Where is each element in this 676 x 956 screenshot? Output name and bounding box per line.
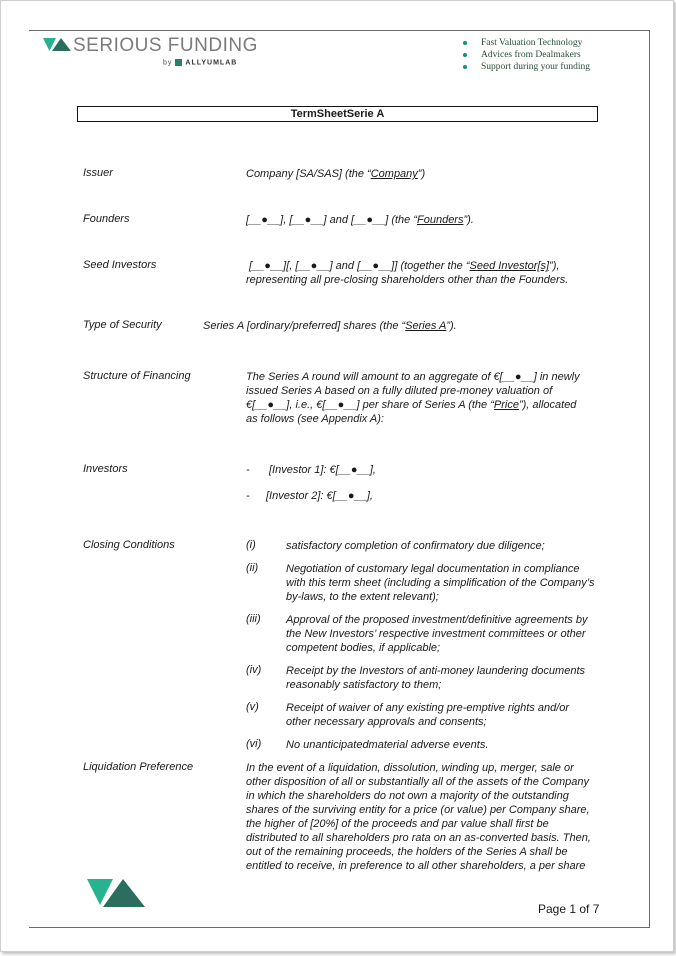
feature-text: Support during your funding [481, 62, 590, 72]
condition-text: Negotiation of customary legal documentation in compliance with this term sheet (including a simplification of the Company’s by-laws, to the extent relevant); [286, 563, 595, 603]
feature-text: Fast Valuation Technology [481, 38, 583, 48]
page-number: Page 1 of 7 [538, 902, 600, 916]
footer-logo-icon [87, 879, 147, 909]
issuer-term: Company [370, 168, 418, 180]
structure-line2: issued Series A based on a fully diluted pre-money valuation of [246, 385, 553, 397]
condition-text: satisfactory completion of confirmatory due diligence; [286, 540, 545, 552]
issuer-label: Issuer [83, 167, 113, 179]
brand-logo-icon [43, 38, 73, 54]
condition-text: Approval of the proposed investment/definitive agreements by the New Investors’ respective investment committees or other competent bodies, if applicable; [286, 614, 588, 654]
bullet-icon [463, 53, 467, 57]
type-of-security-label: Type of Security [83, 319, 162, 331]
condition-number: (iii) [246, 613, 261, 625]
founders-term: Founders [417, 214, 464, 226]
investor-dash: - [246, 464, 250, 476]
byline-company: ALLYUMLAB [185, 59, 238, 67]
liquidation-line: in which the shareholders do not own a majority of the outstanding [246, 790, 569, 802]
feature-item [463, 61, 590, 73]
type-of-security-text: Series A [ordinary/preferred] shares (the “Series A”). [203, 320, 457, 332]
condition-text: Receipt by the Investors of anti-money laundering documents reasonably satisfactory to them; [286, 665, 585, 691]
issuer-text: Company [SA/SAS] (the “Company”) [246, 168, 426, 180]
liquidation-line: In the event of a liquidation, dissolution, winding up, merger, sale or [246, 762, 574, 774]
structure-line3: €[__●__], i.e., €[__●__] per share of Series A (the “Price”), allocated [246, 399, 577, 411]
seed-investors-term: Seed Investor[s] [469, 260, 550, 272]
document-title: TermSheetSerie A [77, 106, 598, 122]
liquidation-line: the higher of [20%] of the proceeds and par value shall first be [246, 818, 549, 830]
feature-item [463, 37, 590, 49]
liquidation-line: shares of the surviving entity for a price (or value) per Company share, [246, 804, 590, 816]
bullet-icon [463, 65, 467, 69]
founders-label: Founders [83, 213, 130, 225]
condition-text: Receipt of waiver of any existing pre-emptive rights and/or other necessary approvals and consents; [286, 702, 570, 728]
price-term: Price [493, 399, 519, 411]
page-border-bottom [29, 927, 650, 928]
seed-investors-line2: representing all pre-closing shareholders other than the Founders. [246, 274, 569, 286]
liquidation-line: out of the remaining proceeds, the holders of the Series A shall be [246, 846, 568, 858]
investor-dash: - [246, 490, 250, 502]
brand-byline [163, 59, 237, 66]
closing-conditions-label: Closing Conditions [83, 539, 175, 551]
seed-investors-line1: [__●__][, [__●__] and [__●__]] (together the “Seed Investor[s]”), [249, 260, 560, 272]
liquidation-preference-label: Liquidation Preference [83, 761, 194, 773]
page-border-top [29, 30, 650, 31]
structure-line1: The Series A round will amount to an aggregate of €[__●__] in newly [246, 371, 580, 383]
byline-prefix: by [163, 59, 173, 67]
liquidation-line: distributed to all shareholders pro rata on an as-converted basis. Then, [246, 832, 591, 844]
condition-number: (ii) [246, 562, 259, 574]
allyumlab-icon [175, 59, 182, 66]
founders-text: [__●__], [__●__] and [__●__] (the “Founders”). [246, 214, 474, 226]
liquidation-line: entitled to receive, in preference to all other shareholders, a per share [246, 860, 586, 872]
bullet-icon [463, 41, 467, 45]
feature-text: Advices from Dealmakers [481, 50, 581, 60]
seed-investors-label: Seed Investors [83, 259, 157, 271]
type-of-security-term: Series A [405, 320, 447, 332]
liquidation-line: other disposition of all or substantially all of the assets of the Company [246, 776, 590, 788]
structure-line4: as follows (see Appendix A): [246, 413, 384, 425]
condition-number: (iv) [246, 664, 262, 676]
condition-number: (i) [246, 539, 256, 551]
structure-of-financing-label: Structure of Financing [83, 370, 191, 382]
feature-item [463, 49, 590, 61]
investor-item: [Investor 1]: €[__●__], [269, 464, 376, 476]
page-border-right [649, 30, 650, 927]
investors-label: Investors [83, 463, 128, 475]
investor-item: [Investor 2]: €[__●__], [266, 490, 373, 502]
condition-number: (v) [246, 701, 259, 713]
feature-list [463, 37, 590, 73]
condition-number: (vi) [246, 738, 262, 750]
condition-text: No unanticipatedmaterial adverse events. [286, 739, 489, 751]
brand-name: SERIOUS FUNDING [73, 35, 258, 56]
